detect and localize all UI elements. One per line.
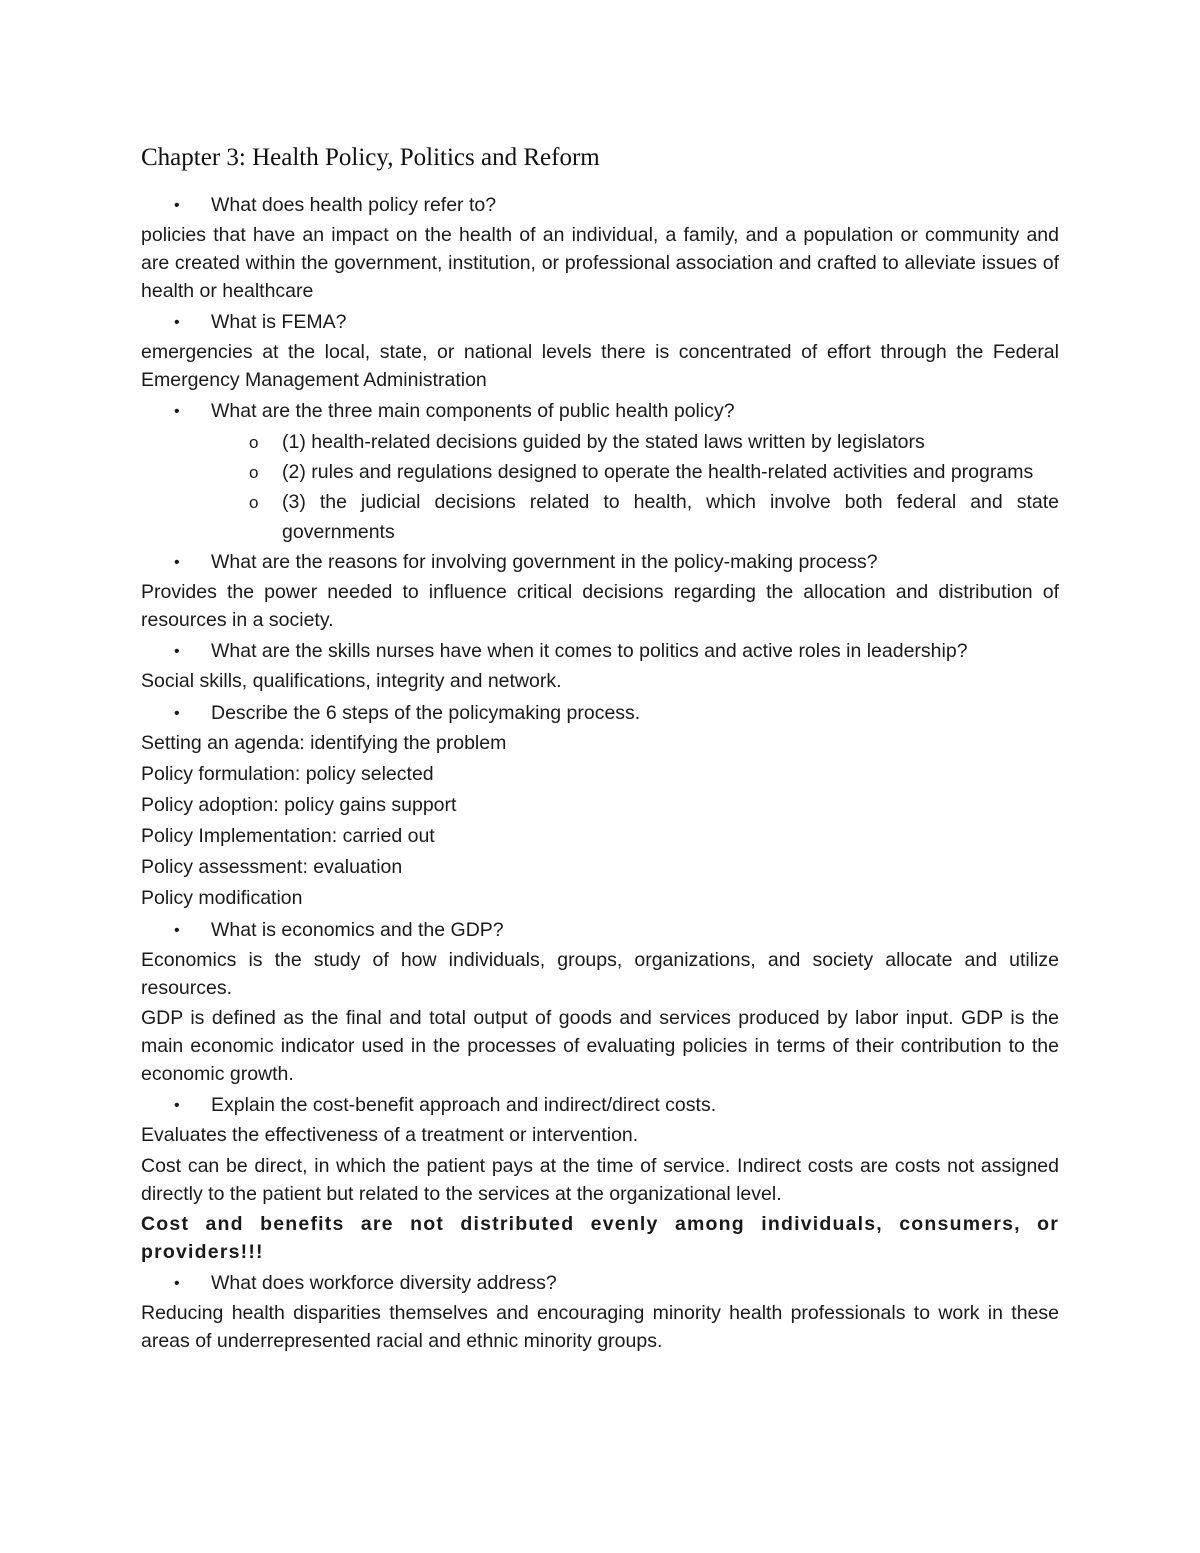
answer-gdp: GDP is defined as the final and total output of goods and services produced by labor input. GDP is the main economic indicator used in the processes of evaluating policies in terms of their contribution to the economic growth. <box>141 1007 1059 1085</box>
answer-workforce-diversity: Reducing health disparities themselves and encouraging minority health professionals to work in these areas of underrepresented racial and ethnic minority groups. <box>141 1302 1059 1352</box>
sub-item-text: (3) the judicial decisions related to health, which involve both federal and state governments <box>282 491 1059 543</box>
sub-item-component-1 <box>141 427 1059 457</box>
document-page <box>141 140 1059 1357</box>
bullet-icon: • <box>174 1097 180 1114</box>
bullet-icon: • <box>174 1275 180 1292</box>
question-text: What are the reasons for involving government in the policy-making process? <box>211 551 878 573</box>
bullet-icon: • <box>174 643 180 660</box>
emphasis-note: Cost and benefits are not distributed evenly among individuals, consumers, or providers!!! <box>141 1213 1059 1263</box>
sub-bullet-icon: o <box>249 493 259 512</box>
question-text: What is economics and the GDP? <box>211 919 504 941</box>
answer-government-role: Provides the power needed to influence critical decisions regarding the allocation and distribution of resources in a society. <box>141 581 1059 631</box>
question-text: Explain the cost-benefit approach and indirect/direct costs. <box>211 1094 717 1116</box>
answer-nurse-skills: Social skills, qualifications, integrity and network. <box>141 670 562 692</box>
question-text: What are the three main components of public health policy? <box>211 400 735 422</box>
step-implementation: Policy Implementation: carried out <box>141 825 435 847</box>
bullet-icon: • <box>174 554 180 571</box>
sub-item-text: (2) rules and regulations designed to operate the health-related activities and programs <box>282 461 1034 483</box>
step-modification: Policy modification <box>141 887 303 909</box>
bullet-icon: • <box>174 705 180 722</box>
answer-economics: Economics is the study of how individuals, groups, organizations, and society allocate and utilize resources. <box>141 949 1059 999</box>
question-economics-gdp <box>141 915 1059 946</box>
sub-item-component-2 <box>141 457 1059 487</box>
page-title: Chapter 3: Health Policy, Politics and Reform <box>141 144 600 171</box>
answer-direct-indirect-costs: Cost can be direct, in which the patient pays at the time of service. Indirect costs are costs not assigned directly to the patient but related to the services at the organizational level. <box>141 1155 1059 1205</box>
question-text: What does workforce diversity address? <box>211 1272 557 1294</box>
bullet-icon: • <box>174 314 180 331</box>
question-text: Describe the 6 steps of the policymaking process. <box>211 702 641 724</box>
bullet-icon: • <box>174 403 180 420</box>
question-cost-benefit <box>141 1090 1059 1121</box>
step-assessment: Policy assessment: evaluation <box>141 856 403 878</box>
question-fema <box>141 307 1059 338</box>
question-nurse-skills <box>141 636 1059 667</box>
sub-bullet-icon: o <box>249 433 259 452</box>
step-formulation: Policy formulation: policy selected <box>141 763 434 785</box>
question-text: What are the skills nurses have when it comes to politics and active roles in leadership? <box>211 640 968 662</box>
answer-fema: emergencies at the local, state, or national levels there is concentrated of effort through the Federal Emergency Management Administration <box>141 341 1059 391</box>
question-health-policy <box>141 190 1059 221</box>
question-policymaking-steps <box>141 698 1059 729</box>
sub-item-text: (1) health-related decisions guided by the stated laws written by legislators <box>282 431 925 453</box>
answer-health-policy: policies that have an impact on the health of an individual, a family, and a population or community and are created within the government, institution, or professional association and crafted to alleviate issues of health or healthcare <box>141 224 1059 302</box>
question-government-role <box>141 547 1059 578</box>
question-components <box>141 396 1059 427</box>
step-adoption: Policy adoption: policy gains support <box>141 794 457 816</box>
step-agenda: Setting an agenda: identifying the problem <box>141 732 507 754</box>
sub-item-component-3 <box>141 487 1059 547</box>
bullet-icon: • <box>174 197 180 214</box>
question-text: What does health policy refer to? <box>211 194 497 216</box>
sub-bullet-icon: o <box>249 463 259 482</box>
question-text: What is FEMA? <box>211 311 347 333</box>
question-workforce-diversity <box>141 1268 1059 1299</box>
answer-cost-benefit: Evaluates the effectiveness of a treatment or intervention. <box>141 1124 639 1146</box>
bullet-icon: • <box>174 922 180 939</box>
